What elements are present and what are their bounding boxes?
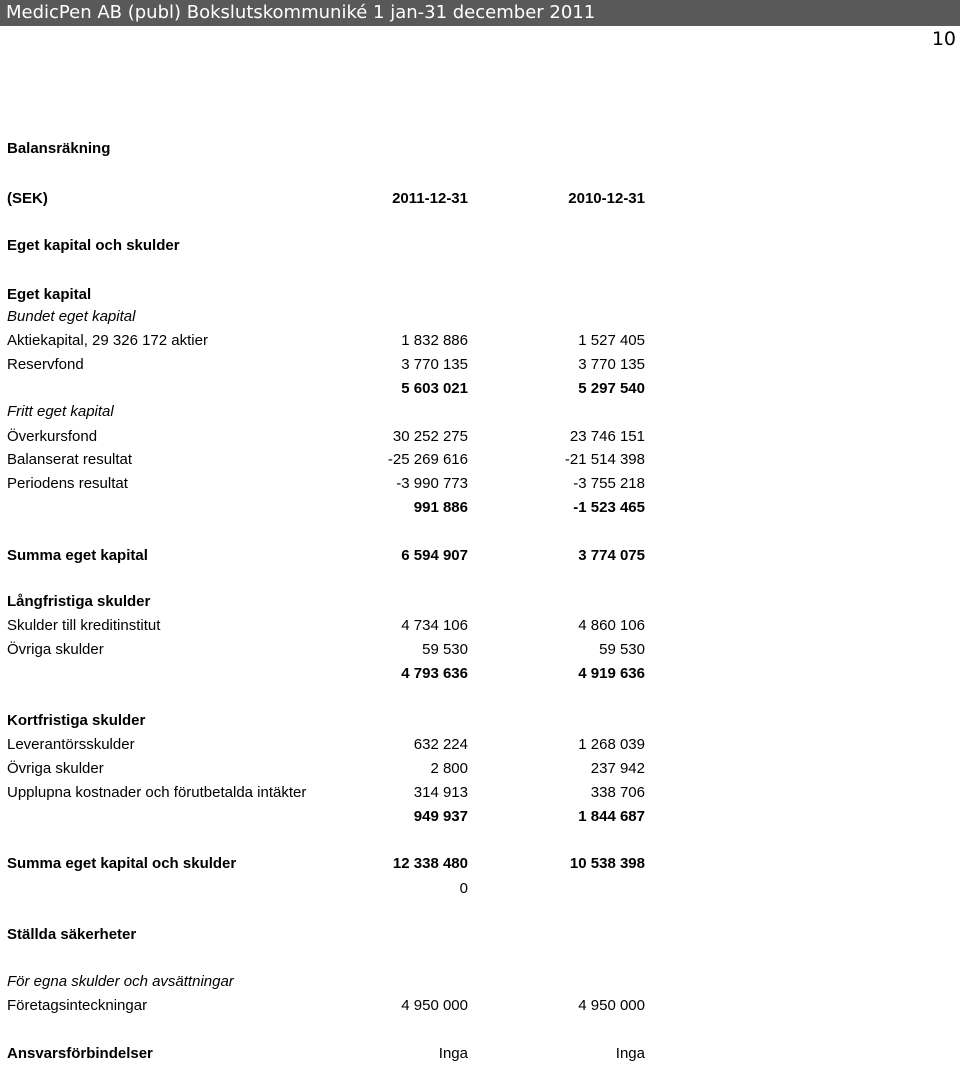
value-2011: 4 793 636 <box>401 665 468 682</box>
row-label: Periodens resultat <box>7 475 128 492</box>
line-item-row <box>0 782 960 804</box>
row-label: Fritt eget kapital <box>7 403 114 420</box>
page-number: 10 <box>931 28 956 50</box>
row-label: Överkursfond <box>7 428 98 445</box>
value-2010: -3 755 218 <box>573 475 645 492</box>
line-item-row <box>0 758 960 780</box>
section-heading-row <box>0 235 960 257</box>
value-2011: -3 990 773 <box>396 475 468 492</box>
row-label: Övriga skulder <box>7 641 104 658</box>
line-item-row <box>0 426 960 448</box>
row-label: Reservfond <box>7 356 84 373</box>
line-item-row <box>0 354 960 376</box>
value-2011: 5 603 021 <box>401 380 468 397</box>
subtotal-row <box>0 497 960 519</box>
row-label: Långfristiga skulder <box>7 593 151 610</box>
grand-total-row <box>0 853 960 875</box>
row-label: Företagsinteckningar <box>7 997 148 1014</box>
row-label: För egna skulder och avsättningar <box>7 973 234 990</box>
value-2010: 3 774 075 <box>578 547 645 564</box>
value-2010: 1 268 039 <box>578 736 645 753</box>
contingent-liabilities-row <box>0 1043 960 1065</box>
line-item-row <box>0 995 960 1017</box>
value-2010: Inga <box>615 1045 645 1062</box>
value-2011: 1 832 886 <box>401 332 468 349</box>
value-2010: 3 770 135 <box>578 356 645 373</box>
value-2010: 59 530 <box>599 641 645 658</box>
row-label: Övriga skulder <box>7 760 104 777</box>
row-label: Skulder till kreditinstitut <box>7 617 161 634</box>
value-2011: 0 <box>459 880 468 897</box>
value-2010: 4 950 000 <box>578 997 645 1014</box>
value-2011: 991 886 <box>413 499 468 516</box>
value-2010: 2010-12-31 <box>568 190 645 207</box>
row-label: Bundet eget kapital <box>7 308 136 325</box>
subgroup-heading-row <box>0 971 960 993</box>
value-2010: -21 514 398 <box>564 451 645 468</box>
row-label: Ställda säkerheter <box>7 926 137 943</box>
group-heading-row <box>0 591 960 613</box>
row-label: Upplupna kostnader och förutbetalda intäkter <box>7 784 307 801</box>
row-label: Kortfristiga skulder <box>7 712 146 729</box>
row-label: Aktiekapital, 29 326 172 aktier <box>7 332 208 349</box>
row-label: Eget kapital och skulder <box>7 237 180 254</box>
value-2011: -25 269 616 <box>387 451 468 468</box>
value-2011: 4 950 000 <box>401 997 468 1014</box>
row-label: Summa eget kapital och skulder <box>7 855 237 872</box>
subgroup-heading-row <box>0 401 960 423</box>
value-2010: 1 527 405 <box>578 332 645 349</box>
group-heading-row <box>0 284 960 306</box>
total-row <box>0 545 960 567</box>
row-label: Balanserat resultat <box>7 451 133 468</box>
value-2010: 4 919 636 <box>578 665 645 682</box>
subtotal-row <box>0 806 960 828</box>
document-title: MedicPen AB (publ) Bokslutskommuniké 1 jan-31 december 2011 <box>6 2 596 23</box>
row-label: Balansräkning <box>7 140 111 157</box>
value-2011: 59 530 <box>422 641 468 658</box>
group-heading-row <box>0 710 960 732</box>
subtotal-row <box>0 378 960 400</box>
subtotal-row <box>0 663 960 685</box>
column-header-row <box>0 188 960 210</box>
line-item-row <box>0 473 960 495</box>
value-2010: 23 746 151 <box>569 428 645 445</box>
section-title-row <box>0 138 960 160</box>
value-2011: 2011-12-31 <box>392 190 468 207</box>
value-2011: 4 734 106 <box>401 617 468 634</box>
value-2011: 12 338 480 <box>392 855 468 872</box>
value-2010: 10 538 398 <box>569 855 645 872</box>
value-2010: 237 942 <box>590 760 645 777</box>
group-heading-row <box>0 924 960 946</box>
line-item-row <box>0 639 960 661</box>
line-item-row <box>0 449 960 471</box>
value-2011: Inga <box>438 1045 468 1062</box>
value-2011: 3 770 135 <box>401 356 468 373</box>
value-2011: 2 800 <box>430 760 468 777</box>
line-item-row <box>0 734 960 756</box>
line-item-row <box>0 330 960 352</box>
value-2010: 5 297 540 <box>578 380 645 397</box>
row-label: Eget kapital <box>7 286 92 303</box>
check-value-row <box>0 878 960 900</box>
subgroup-heading-row <box>0 306 960 328</box>
value-2011: 949 937 <box>413 808 468 825</box>
value-2010: -1 523 465 <box>573 499 645 516</box>
row-label: Leverantörsskulder <box>7 736 135 753</box>
value-2010: 4 860 106 <box>578 617 645 634</box>
value-2010: 1 844 687 <box>578 808 645 825</box>
value-2011: 30 252 275 <box>392 428 468 445</box>
row-label: (SEK) <box>7 190 48 207</box>
row-label: Summa eget kapital <box>7 547 148 564</box>
value-2011: 314 913 <box>413 784 468 801</box>
line-item-row <box>0 615 960 637</box>
value-2011: 6 594 907 <box>401 547 468 564</box>
value-2010: 338 706 <box>590 784 645 801</box>
row-label: Ansvarsförbindelser <box>7 1045 153 1062</box>
value-2011: 632 224 <box>413 736 468 753</box>
